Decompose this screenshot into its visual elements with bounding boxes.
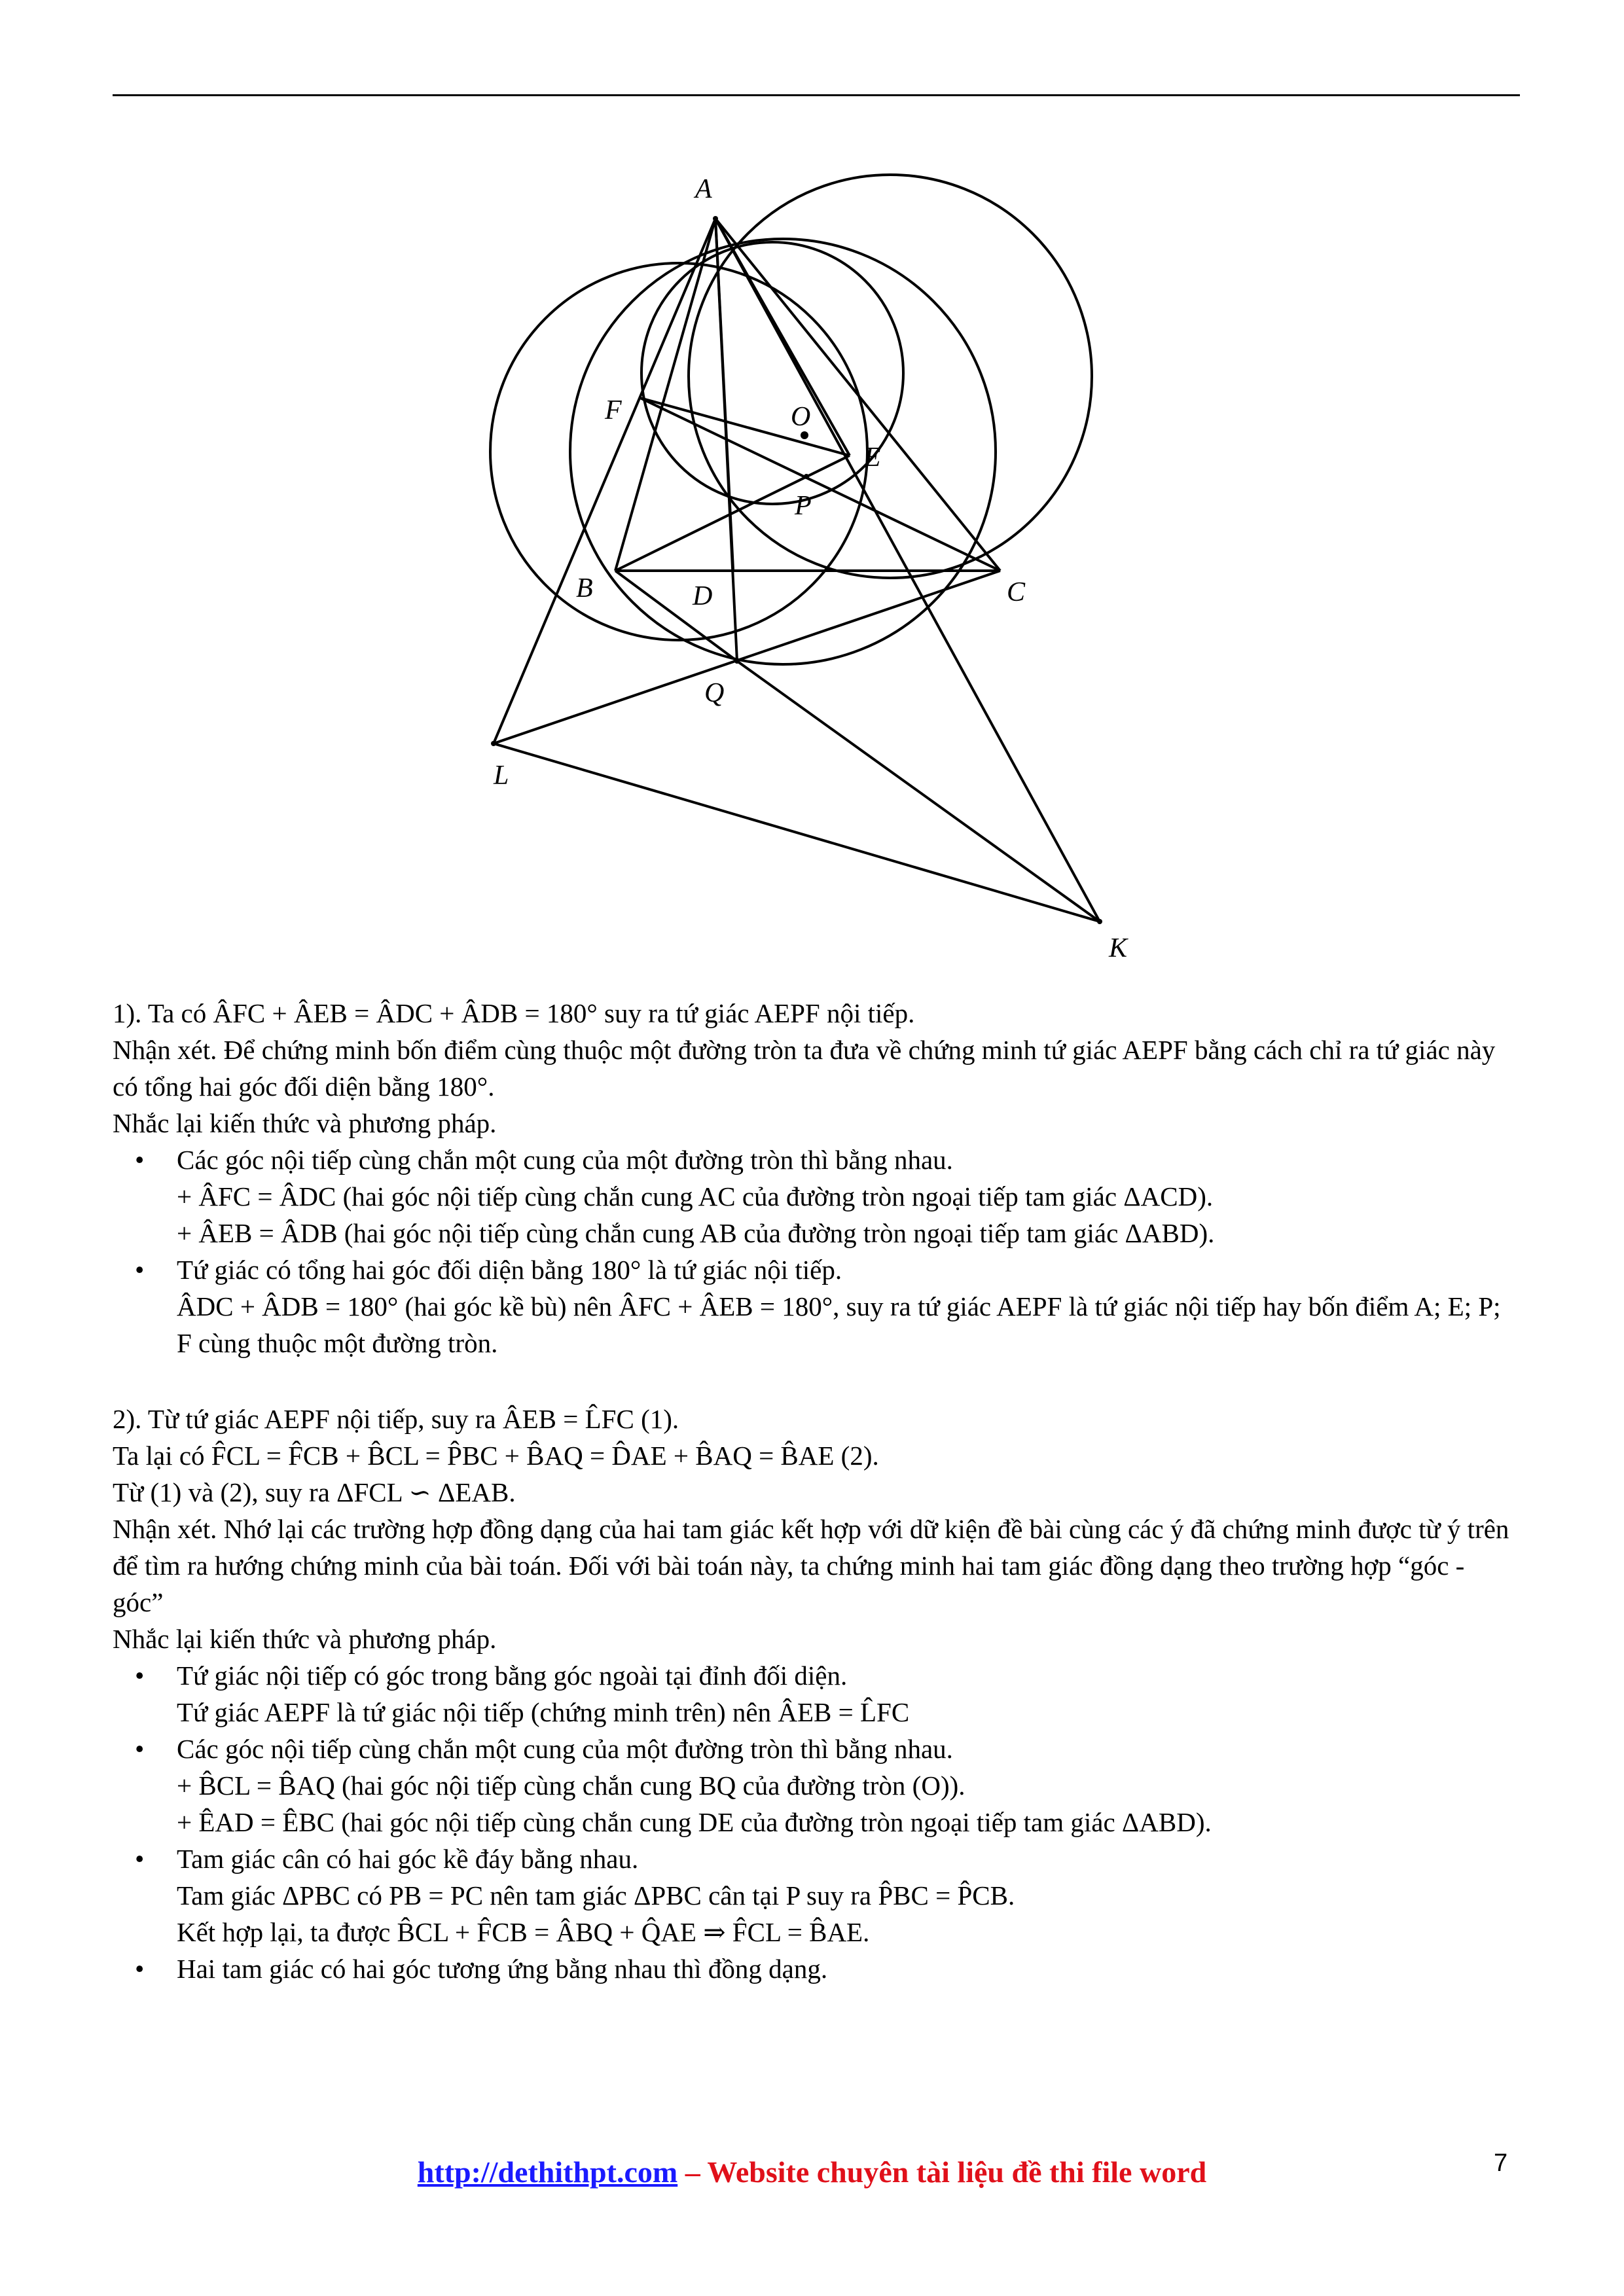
part1-statement: 1). Ta có ÂFC + ÂEB = ÂDC + ÂDB = 180° suy ra tứ giác AEPF nội tiếp. bbox=[113, 998, 915, 1028]
point-A bbox=[713, 216, 718, 221]
label-E: E bbox=[864, 442, 881, 473]
bullet-exterior-angle: • Tứ giác nội tiếp có góc trong bằng góc ngoài tại đỉnh đối diện. bbox=[113, 1657, 1520, 1694]
part2-statement: 2). Từ tứ giác AEPF nội tiếp, suy ra ÂEB = L̂FC (1). bbox=[113, 1404, 679, 1434]
label-D: D bbox=[693, 581, 713, 611]
footer-tagline: – Website chuyên tài liệu đề thi file word bbox=[677, 2155, 1207, 2189]
page-number: 7 bbox=[1494, 2149, 1508, 2177]
sub-ead-ebc: + ÊAD = ÊBC (hai góc nội tiếp cùng chắn cung DE của đường tròn ngoại tiếp tam giác ΔABD). bbox=[177, 1807, 1212, 1837]
sub-pbc-isosceles: Tam giác ΔPBC có PB = PC nên tam giác ΔPBC cân tại P suy ra P̂BC = P̂CB. bbox=[177, 1880, 1015, 1910]
point-P bbox=[804, 474, 809, 479]
bullet-cyclic-quad: • Tứ giác có tổng hai góc đối diện bằng 180° là tứ giác nội tiếp. bbox=[113, 1251, 1520, 1288]
part2-similarity: Từ (1) và (2), suy ra ΔFCL ∽ ΔEAB. bbox=[113, 1477, 516, 1507]
bullet-inscribed-angles-1: • Các góc nội tiếp cùng chắn một cung của một đường tròn thì bằng nhau. bbox=[113, 1141, 1520, 1178]
segment-LC bbox=[494, 571, 1000, 744]
segment-FC bbox=[640, 398, 1000, 571]
footer bbox=[0, 2155, 1624, 2189]
part2-angle-chain: Ta lại có F̂CL = F̂CB + B̂CL = P̂BC + B̂AQ = D̂AE + B̂AQ = B̂AE (2). bbox=[113, 1441, 879, 1471]
sub-conclusion-1: ÂDC + ÂDB = 180° (hai góc kề bù) nên ÂFC + ÂEB = 180°, suy ra tứ giác AEPF là tứ giác nội tiếp hay bốn điểm A; E; P; F cùng thuộc một đường tròn. bbox=[177, 1291, 1501, 1358]
bullet-similar-triangles: • Hai tam giác có hai góc tương ứng bằng nhau thì đồng dạng. bbox=[113, 1950, 1520, 1987]
point-K bbox=[1097, 919, 1102, 924]
segment-AC bbox=[715, 219, 1000, 571]
segment-AL bbox=[494, 219, 715, 744]
sub-afc-adc: + ÂFC = ÂDC (hai góc nội tiếp cùng chắn cung AC của đường tròn ngoại tiếp tam giác ΔACD). bbox=[177, 1181, 1214, 1211]
sub-combined: Kết hợp lại, ta được B̂CL + F̂CB = ÂBQ + Q̂AE ⇒ F̂CL = B̂AE. bbox=[177, 1917, 870, 1947]
sub-aeb-lfc: Tứ giác AEPF là tứ giác nội tiếp (chứng minh trên) nên ÂEB = L̂FC bbox=[177, 1697, 910, 1727]
label-B: B bbox=[576, 573, 593, 603]
remark-1: Nhận xét. Để chứng minh bốn điểm cùng thuộc một đường tròn ta đưa về chứng minh tứ giác AEPF bằng cách chỉ ra tứ giác này có tổng hai góc đối diện bằng 180°. bbox=[113, 1035, 1496, 1102]
label-P: P bbox=[795, 491, 812, 521]
label-O: O bbox=[791, 402, 811, 432]
website-link[interactable]: http://dethithpt.com bbox=[417, 2155, 678, 2189]
label-K: K bbox=[1109, 933, 1128, 963]
label-Q: Q bbox=[704, 678, 725, 708]
point-O bbox=[801, 431, 808, 439]
bullet-isosceles: • Tam giác cân có hai góc kề đáy bằng nhau. bbox=[113, 1840, 1520, 1877]
segment-AB bbox=[615, 219, 715, 571]
geometry-figure bbox=[0, 0, 1624, 982]
solution-text bbox=[113, 995, 1520, 1987]
segment-QK bbox=[737, 661, 1100, 922]
segment-BQ bbox=[615, 571, 737, 661]
segment-LK bbox=[494, 744, 1100, 922]
label-C: C bbox=[1007, 577, 1026, 607]
label-F: F bbox=[605, 395, 622, 425]
recall-heading-1: Nhắc lại kiến thức và phương pháp. bbox=[113, 1108, 497, 1138]
recall-heading-2: Nhắc lại kiến thức và phương pháp. bbox=[113, 1624, 497, 1654]
sub-aeb-adb: + ÂEB = ÂDB (hai góc nội tiếp cùng chắn cung AB của đường tròn ngoại tiếp tam giác ΔABD). bbox=[177, 1218, 1215, 1248]
label-A: A bbox=[695, 174, 712, 204]
point-Q bbox=[734, 658, 740, 664]
sub-bcl-baq: + B̂CL = B̂AQ (hai góc nội tiếp cùng chắn cung BQ của đường tròn (O)). bbox=[177, 1770, 965, 1801]
circle-left bbox=[490, 263, 867, 640]
bullet-inscribed-angles-2: • Các góc nội tiếp cùng chắn một cung của một đường tròn thì bằng nhau. bbox=[113, 1731, 1520, 1767]
label-L: L bbox=[494, 761, 509, 791]
remark-2: Nhận xét. Nhớ lại các trường hợp đồng dạng của hai tam giác kết hợp với dữ kiện đề bài cùng các ý đã chứng minh được từ ý trên để tìm ra hướng chứng minh của bài toán. Đối với bài toán này, ta chứng minh hai tam giác đồng dạng theo trường hợp “góc - góc” bbox=[113, 1514, 1509, 1617]
point-L bbox=[491, 741, 496, 746]
